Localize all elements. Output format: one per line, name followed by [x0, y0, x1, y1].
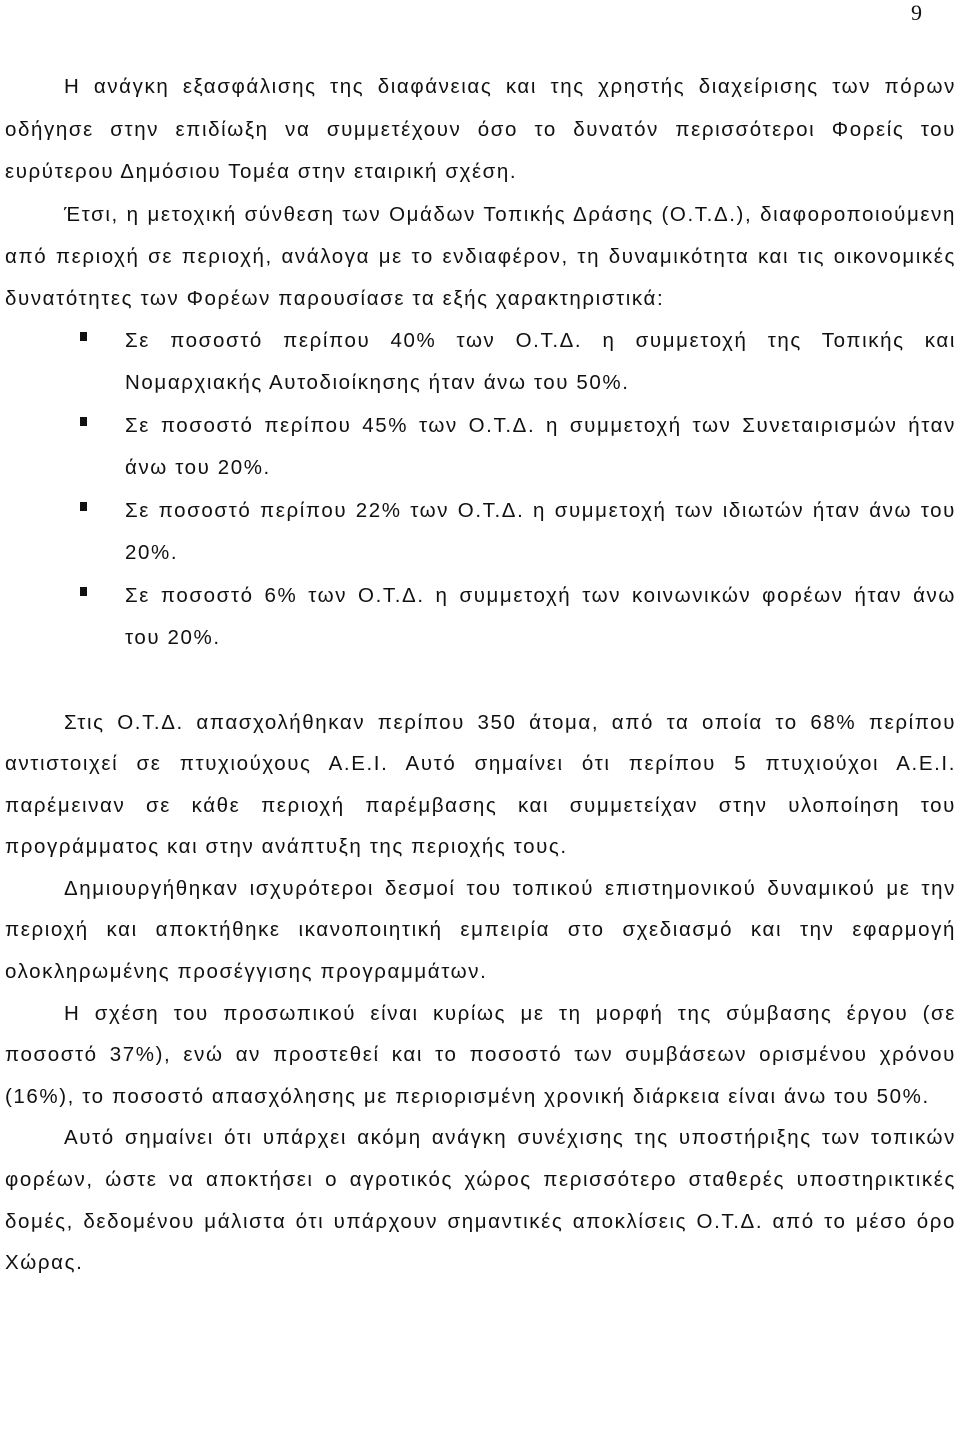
square-bullet-icon — [80, 332, 87, 341]
list-item-text: Σε ποσοστό περίπου 45% των Ο.Τ.Δ. η συμμετοχή των Συνεταιρισμών ήταν άνω του 20%. — [125, 413, 956, 479]
list-item-text: Σε ποσοστό 6% των Ο.Τ.Δ. η συμμετοχή των κοινωνικών φορέων ήταν άνω του 20%. — [125, 583, 956, 649]
paragraph-employment: Στις Ο.Τ.Δ. απασχολήθηκαν περίπου 350 άτομα, από τα οποία το 68% περίπου αντιστοιχεί σε πτυχιούχους Α.Ε.Ι. Αυτό σημαίνει ότι περίπου 5 πτυχιούχοι Α.Ε.Ι. παρέμειναν σε κάθε περιοχή παρέμβασης και συμμετείχαν στην υλοποίηση του προγράμματος και στην ανάπτυξη της περιοχής τους. — [5, 710, 956, 859]
page-number: 9 — [911, 0, 922, 25]
list-item — [125, 575, 956, 660]
list-item-text: Σε ποσοστό περίπου 22% των Ο.Τ.Δ. η συμμετοχή των ιδιωτών ήταν άνω του 20%. — [125, 498, 956, 564]
document-body — [5, 66, 956, 1284]
characteristics-list — [5, 320, 956, 660]
square-bullet-icon — [80, 502, 87, 511]
list-item — [125, 490, 956, 575]
list-item — [125, 320, 956, 405]
square-bullet-icon — [80, 417, 87, 426]
paragraph-scientific-ties: Δημιουργήθηκαν ισχυρότεροι δεσμοί του τοπικού επιστημονικού δυναμικού με την περιοχή και αποκτήθηκε ικανοποιητική εμπειρία στο σχεδιασμό και την εφαρμογή ολοκληρωμένης προσέγγισης προγραμμάτων. — [5, 876, 956, 984]
list-item — [125, 405, 956, 490]
list-item-text: Σε ποσοστό περίπου 40% των Ο.Τ.Δ. η συμμετοχή της Τοπικής και Νομαρχιακής Αυτοδιοίκησης ήταν άνω του 50%. — [125, 328, 956, 394]
paragraph-transparency: Η ανάγκη εξασφάλισης της διαφάνειας και της χρηστής διαχείρισης των πόρων οδήγησε στην επιδίωξη να συμμετέχουν όσο το δυνατόν περισσότεροι Φορείς του ευρύτερου Δημόσιου Τομέα στην εταιρική σχέση. — [5, 75, 956, 183]
section-spacer — [5, 660, 956, 702]
paragraph-shareholding: Έτσι, η μετοχική σύνθεση των Ομάδων Τοπικής Δράσης (Ο.Τ.Δ.), διαφοροποιούμενη από περιοχή σε περιοχή, ανάλογα με το ενδιαφέρον, τη δυναμικότητα και τις οικονομικές δυνατότητες των Φορέων παρουσίασε τα εξής χαρακτηριστικά: — [5, 202, 956, 310]
paragraph-contract-type: Η σχέση του προσωπικού είναι κυρίως με τη μορφή της σύμβασης έργου (σε ποσοστό 37%), ενώ αν προστεθεί και το ποσοστό των συμβάσεων ορισμένου χρόνου (16%), το ποσοστό απασχόλησης με περιορισμένη χρονική διάρκεια είναι άνω του 50%. — [5, 1001, 956, 1108]
square-bullet-icon — [80, 587, 87, 596]
paragraph-support-need: Αυτό σημαίνει ότι υπάρχει ακόμη ανάγκη συνέχισης της υποστήριξης των τοπικών φορέων, ώστε να αποκτήσει ο αγροτικός χώρος περισσότερο σταθερές υποστηρικτικές δομές, δεδομένου μάλιστα ότι υπάρχουν σημαντικές αποκλίσεις Ο.Τ.Δ. από το μέσο όρο Χώρας. — [5, 1126, 956, 1275]
